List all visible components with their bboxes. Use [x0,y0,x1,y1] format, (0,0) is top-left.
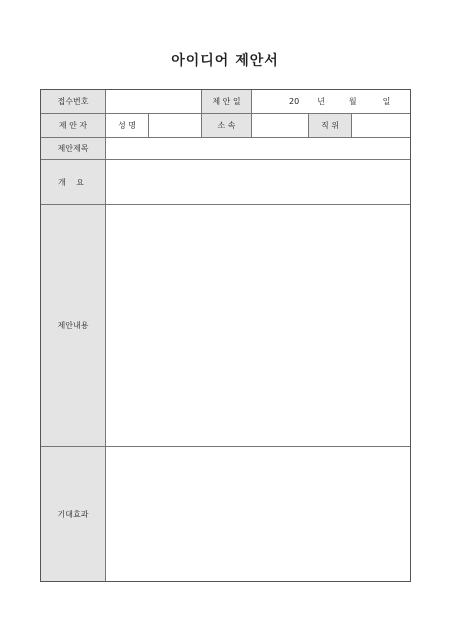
row-proposer [41,114,410,138]
receipt-no-field[interactable] [105,90,201,113]
row-effect [41,447,410,581]
subject-field[interactable] [105,138,412,159]
proposal-date-field[interactable] [251,90,412,113]
date-day-unit: 일 [382,97,391,106]
effect-label: 기대효과 [41,447,105,581]
position-field[interactable] [351,114,412,137]
date-year-prefix: 20 [289,97,300,106]
receipt-no-label: 접수번호 [41,90,105,113]
content-field[interactable] [105,205,412,446]
department-label: 소 속 [201,114,251,137]
position-label: 직 위 [308,114,351,137]
row-overview [41,160,410,205]
overview-label: 개 요 [41,160,105,204]
row-content [41,205,410,447]
date-year-unit: 년 [317,97,325,106]
effect-field[interactable] [105,447,412,581]
proposal-date-label: 제 안 일 [201,90,251,113]
content-label: 제안내용 [41,205,105,446]
date-month-unit: 월 [348,97,357,106]
proposer-label: 제 안 자 [41,114,105,137]
department-field[interactable] [251,114,308,137]
row-subject [41,138,410,160]
document-title: 아이디어 제안서 [171,53,279,69]
name-field[interactable] [148,114,201,137]
overview-field[interactable] [105,160,412,204]
name-label: 성 명 [105,114,148,137]
proposal-form-table [40,89,411,582]
subject-label: 제안제목 [41,138,105,159]
row-receipt-date [41,90,410,114]
